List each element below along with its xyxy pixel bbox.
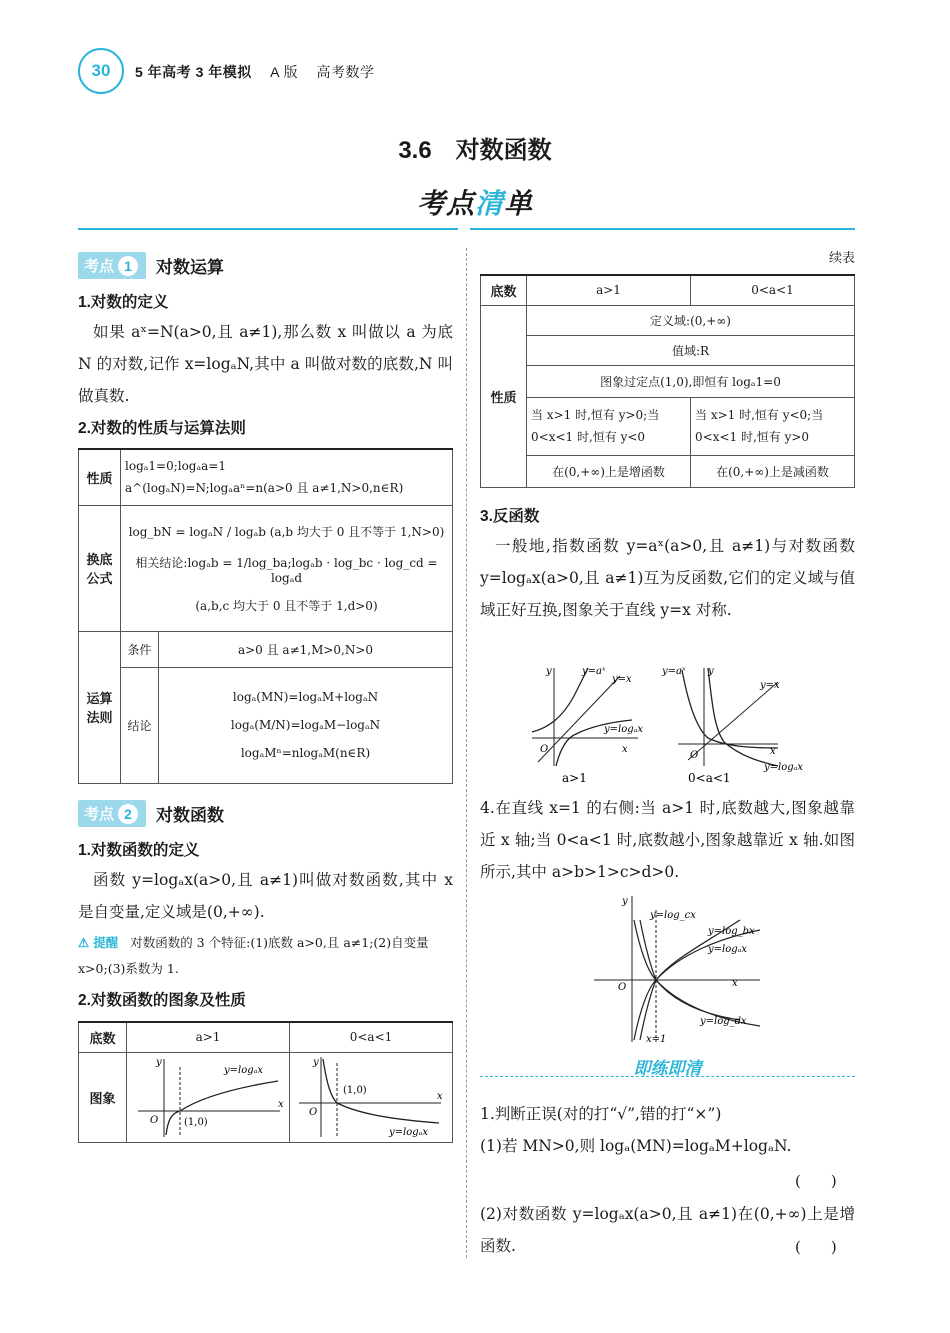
label-x: x xyxy=(278,1098,284,1110)
kd2-badge: 考点 2 xyxy=(78,800,146,827)
practice-divider xyxy=(480,1076,855,1077)
t3-range: 值域:R xyxy=(527,335,855,365)
prop-label: 性质 xyxy=(79,449,121,505)
edition: A 版 xyxy=(270,64,299,80)
label-x: x xyxy=(732,978,738,989)
t2-base: 底数 xyxy=(79,1022,127,1052)
label-y: y xyxy=(156,1056,162,1068)
func-def-text: 函数 y=logₐx(a>0,且 a≠1)叫做对数函数,其中 x 是自变量,定义域是(0,+∞). xyxy=(78,871,453,921)
practice-title: 即练即清 xyxy=(633,1059,702,1078)
warning-icon: ⚠ xyxy=(78,935,90,950)
label-log: y=logₐx xyxy=(604,724,644,735)
t3-gt1-mono: 在(0,+∞)上是增函数 xyxy=(527,455,691,487)
prop-1: logₐ1=0;logₐa=1 xyxy=(125,458,226,473)
exp-curve xyxy=(532,668,588,732)
question-1: 1.判断正误(对的打“√”,错的打“×”) xyxy=(480,1105,722,1123)
concl-3: logₐMⁿ=nlogₐM(n∈R) xyxy=(240,746,371,760)
label-x1: x=1 xyxy=(646,1034,667,1045)
label-origin: O xyxy=(690,750,699,761)
banner-line-right xyxy=(470,228,855,230)
inverse-figure xyxy=(528,662,838,790)
banner-line-left xyxy=(78,228,458,230)
concl-1: logₐ(MN)=logₐM+logₐN xyxy=(232,690,379,704)
banner-part2: 清 xyxy=(474,188,504,219)
heading-func-def: 1.对数函数的定义 xyxy=(78,842,200,859)
right-of-x1-text: 4.在直线 x=1 的右侧:当 a>1 时,底数越大,图象越靠近 x 轴;当 0<a<1 时,底数越小,图象越靠近 x 轴.如图所示,其中 a>b>1>c>d>0. xyxy=(480,799,855,881)
t3-base: 底数 xyxy=(481,275,527,305)
label-exp: y=aˣ xyxy=(662,666,686,677)
label-b: y=log_bx xyxy=(708,926,755,937)
tip xyxy=(78,930,453,982)
t2-a-gt1: a>1 xyxy=(127,1022,290,1052)
label-curve: y=logₐx xyxy=(389,1126,429,1138)
label-y: y xyxy=(313,1056,319,1068)
banner-part3: 单 xyxy=(504,188,534,219)
column-divider xyxy=(466,248,467,1258)
label-point: (1,0) xyxy=(343,1084,367,1096)
kd2-title: 对数函数 xyxy=(156,806,225,825)
label-y: y xyxy=(622,896,628,907)
heading-log-props: 2.对数的性质与运算法则 xyxy=(78,420,246,437)
kd1-heading xyxy=(78,252,224,279)
kd1-title: 对数运算 xyxy=(156,258,225,277)
label-y: y xyxy=(708,666,714,677)
heading-func-graph: 2.对数函数的图象及性质 xyxy=(78,992,246,1009)
heading-log-def: 1.对数的定义 xyxy=(78,294,169,311)
graph-log-decreasing xyxy=(291,1053,451,1139)
bases-figure xyxy=(590,890,790,1048)
banner-part1: 考点 xyxy=(416,188,475,219)
func-graph-table xyxy=(78,1021,453,1143)
continued-table-label: 续表 xyxy=(828,251,855,266)
label-exp: y=aˣ xyxy=(582,666,606,677)
t3-lt1-mono: 在(0,+∞)上是减函数 xyxy=(691,455,855,487)
label-origin: O xyxy=(540,744,549,755)
line-y-eq-x xyxy=(538,676,620,762)
kd2-heading xyxy=(78,800,224,827)
label-origin: O xyxy=(618,982,627,993)
label-y: y xyxy=(546,666,552,677)
log-def-text: 如果 aˣ=N(a>0,且 a≠1),那么数 x 叫做以 a 为底 N 的对数,记作 x=logₐN,其中 a 叫做对数的底数,N 叫做真数. xyxy=(78,323,453,405)
cob-label: 换底公式 xyxy=(79,505,121,631)
inverse-text: 一般地,指数函数 y=aˣ(a>0,且 a≠1)与对数函数 y=logₐx(a>0,且 a≠1)互为反函数,它们的定义域与值域正好互换,图象关于直线 y=x 对称. xyxy=(480,537,855,619)
label-c: y=log_cx xyxy=(650,910,696,921)
label-yx: y=x xyxy=(612,674,632,685)
t3-fixed-point: 图象过定点(1,0),即恒有 logₐ1=0 xyxy=(527,365,855,397)
rules-label: 运算法则 xyxy=(79,631,121,783)
t3-gt1-sign: 当 x>1 时,恒有 y>0;当 0<x<1 时,恒有 y<0 xyxy=(527,397,691,455)
label-x: x xyxy=(622,744,628,755)
tip-text: 对数函数的 3 个特征:(1)底数 a>0,且 a≠1;(2)自变量 x>0;(3)系数为 1. xyxy=(78,935,429,976)
heading-inverse: 3.反函数 xyxy=(480,508,540,525)
log-props-table xyxy=(78,448,453,784)
book-name: 5 年高考 3 年模拟 xyxy=(135,64,252,80)
kd1-badge: 考点 1 xyxy=(78,252,146,279)
func-props-table xyxy=(480,274,855,488)
subject: 高考数学 xyxy=(316,64,375,80)
log-curve-increasing xyxy=(166,1081,278,1135)
label-curve: y=logₐx xyxy=(224,1064,264,1076)
prop-2: a^(logₐN)=N;logₐaⁿ=n(a>0 且 a≠1,N>0,n∈R) xyxy=(125,480,404,495)
banner xyxy=(0,182,950,222)
graph-log-increasing xyxy=(128,1053,288,1139)
label-origin: O xyxy=(309,1106,318,1118)
cond-label: 条件 xyxy=(121,631,159,667)
concl-2: logₐ(M/N)=logₐM−logₐN xyxy=(230,718,381,732)
concl-label: 结论 xyxy=(121,667,159,783)
label-origin: O xyxy=(150,1114,159,1126)
t3-domain: 定义域:(0,+∞) xyxy=(527,305,855,335)
label-point: (1,0) xyxy=(184,1116,208,1128)
label-yx: y=x xyxy=(760,680,780,691)
label-d: y=log_dx xyxy=(700,1016,747,1027)
t3-a-lt1: 0<a<1 xyxy=(691,275,855,305)
caption-a-gt1: a>1 xyxy=(562,771,587,785)
cob-formula: log_bN = logₐN / logₐb (a,b 均大于 0 且不等于 1,N>0) xyxy=(128,524,445,539)
label-x: x xyxy=(437,1090,443,1102)
cob-cond: (a,b,c 均大于 0 且不等于 1,d>0) xyxy=(195,598,378,613)
t3-props: 性质 xyxy=(481,305,527,487)
t2-graph: 图象 xyxy=(79,1052,127,1142)
answer-blank-2[interactable]: ( ) xyxy=(795,1238,837,1256)
tip-label: 提醒 xyxy=(93,936,119,950)
answer-blank-1[interactable]: ( ) xyxy=(795,1172,837,1190)
section-title: 3.6 对数函数 xyxy=(398,137,552,164)
t3-lt1-sign: 当 x>1 时,恒有 y<0;当 0<x<1 时,恒有 y>0 xyxy=(691,397,855,455)
log-curve-decreasing xyxy=(323,1059,439,1123)
label-x: x xyxy=(770,746,776,757)
page-number: 30 xyxy=(78,48,124,94)
question-1-1: (1)若 MN>0,则 logₐ(MN)=logₐM+logₐN. xyxy=(480,1137,792,1155)
book-title xyxy=(135,62,375,82)
cob-related: 相关结论:logₐb = 1/log_ba;logₐb · log_bc · log_cd = logₐd xyxy=(135,555,438,585)
t2-a-lt1: 0<a<1 xyxy=(290,1022,453,1052)
label-a: y=logₐx xyxy=(708,944,748,955)
cond-value: a>0 且 a≠1,M>0,N>0 xyxy=(159,631,453,667)
label-log: y=logₐx xyxy=(764,762,804,773)
question-1-2: (2)对数函数 y=logₐx(a>0,且 a≠1)在(0,+∞)上是增函数. xyxy=(480,1205,855,1255)
t3-a-gt1: a>1 xyxy=(527,275,691,305)
caption-a-lt1: 0<a<1 xyxy=(688,771,731,785)
